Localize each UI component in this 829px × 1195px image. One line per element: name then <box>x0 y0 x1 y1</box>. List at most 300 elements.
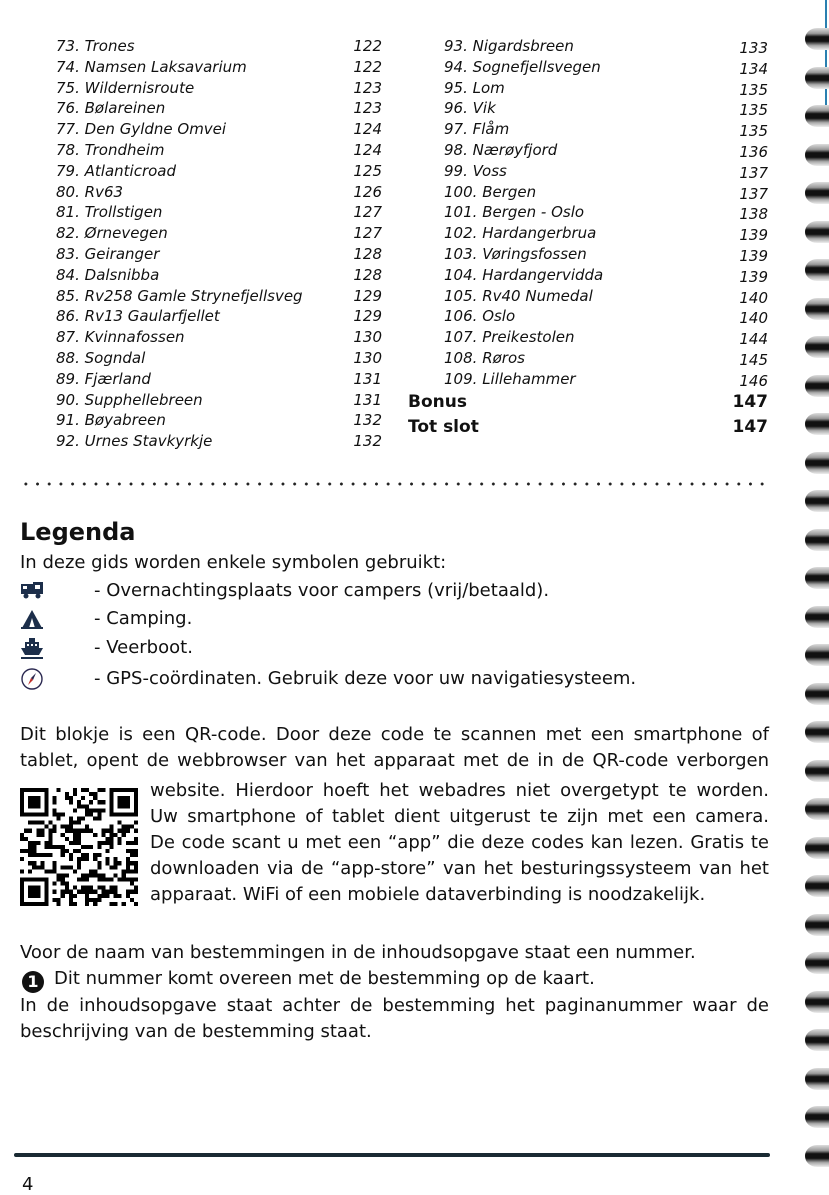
qr-module <box>93 890 97 894</box>
toc-page: 140 <box>739 288 768 307</box>
toc-page: 134 <box>739 59 768 78</box>
toc-number: 99. <box>444 161 468 180</box>
qr-module <box>105 849 109 853</box>
toc-title: Oslo <box>482 307 516 326</box>
qr-module <box>65 873 69 877</box>
qr-module <box>105 861 109 865</box>
qr-module <box>81 816 85 820</box>
qr-module <box>85 812 89 816</box>
binding-ring <box>805 837 829 859</box>
qr-module <box>65 865 69 869</box>
qr-module <box>40 861 44 865</box>
toc-page: 131 <box>353 390 382 409</box>
qr-module <box>73 841 77 845</box>
toc-right-column <box>408 36 770 440</box>
toc-entry <box>56 266 159 284</box>
qr-module <box>114 890 118 894</box>
qr-module <box>28 853 32 857</box>
qr-module <box>93 792 97 796</box>
binding-ring <box>805 875 829 897</box>
numbering-paragraph <box>20 940 769 1045</box>
binding-ring <box>805 490 829 512</box>
qr-module <box>85 902 89 906</box>
qr-module <box>85 853 89 857</box>
toc-page: 125 <box>353 161 382 180</box>
qr-module <box>134 841 138 845</box>
toc-entry <box>408 307 515 325</box>
qr-module <box>105 878 109 882</box>
toc-page: 128 <box>353 265 382 284</box>
qr-module <box>93 816 97 820</box>
toc-entry <box>56 37 135 55</box>
qr-module <box>93 898 97 902</box>
toc-title: Trones <box>84 37 135 55</box>
binding-ring <box>805 991 829 1013</box>
qr-module <box>89 792 93 796</box>
toc-title: Namsen Laksavarium <box>84 57 247 76</box>
qr-module <box>61 812 65 816</box>
toc-title: Geiranger <box>84 244 160 263</box>
toc-entry <box>56 370 151 388</box>
binding-ring <box>805 644 829 666</box>
toc-entry <box>408 141 557 159</box>
qr-module <box>93 853 97 857</box>
binding-ring <box>805 952 829 974</box>
qr-module <box>105 841 109 845</box>
qr-module <box>97 878 101 882</box>
toc-row <box>56 119 386 140</box>
toc-entry <box>56 411 166 429</box>
qr-module <box>40 833 44 837</box>
toc-page: 136 <box>739 142 768 161</box>
toc-number: 102. <box>444 224 478 243</box>
toc-number: 91. <box>56 411 80 430</box>
toc-row <box>408 327 770 348</box>
qr-module <box>114 894 118 898</box>
toc-title: Dalsnibba <box>84 265 160 284</box>
toc-row <box>408 182 770 203</box>
toc-number: 80. <box>56 182 80 201</box>
qr-module <box>53 865 57 869</box>
qr-module <box>73 894 77 898</box>
qr-module <box>73 792 77 796</box>
qr-intro-line-1: Dit blokje is een QR-code. Door deze code te scannen met een smartphone of <box>20 724 769 745</box>
qr-module <box>36 865 40 869</box>
toc-row <box>408 306 770 327</box>
toc-row <box>56 327 386 348</box>
qr-module <box>97 800 101 804</box>
toc-row <box>408 78 770 99</box>
qr-module <box>85 804 89 808</box>
toc-entry <box>56 287 303 305</box>
qr-module <box>101 841 105 845</box>
qr-module <box>118 837 122 841</box>
qr-module <box>110 829 114 833</box>
numbering-line-2 <box>20 966 769 993</box>
qr-module <box>114 902 118 906</box>
toc-page: 124 <box>353 140 382 159</box>
qr-module <box>65 837 69 841</box>
toc-number: 103. <box>444 244 478 263</box>
qr-module <box>24 837 28 841</box>
toc-number: 79. <box>56 161 80 180</box>
toc-row <box>408 265 770 286</box>
qr-module <box>126 865 130 869</box>
qr-module <box>122 873 126 877</box>
qr-module <box>73 886 77 890</box>
toc-title: Vik <box>472 99 496 118</box>
qr-module <box>110 890 114 894</box>
toc-page: 126 <box>353 182 382 201</box>
binding-ring <box>805 221 829 243</box>
qr-module <box>69 857 73 861</box>
spiral-binding <box>797 0 829 1189</box>
qr-module <box>101 886 105 890</box>
qr-module <box>93 833 97 837</box>
toc-number: 100. <box>444 182 478 201</box>
qr-module <box>44 841 48 845</box>
toc-row <box>408 223 770 244</box>
qr-module <box>110 902 114 906</box>
toc-page: 135 <box>739 122 768 141</box>
qr-module <box>20 857 24 861</box>
toc-page: 132 <box>353 411 382 430</box>
legend-text-compass: - GPS-coördinaten. Gebruik deze voor uw navigatiesysteem. <box>94 668 637 689</box>
toc-bonus-row <box>408 390 770 415</box>
qr-module <box>97 788 101 792</box>
qr-code-image <box>20 788 138 906</box>
qr-module <box>85 890 89 894</box>
qr-module <box>24 829 28 833</box>
qr-module <box>65 796 69 800</box>
toc-title: Røros <box>482 348 525 367</box>
toc-page: 130 <box>353 328 382 347</box>
toc-entry <box>56 203 162 221</box>
toc-entry <box>56 349 145 367</box>
qr-module <box>122 825 126 829</box>
qr-module <box>85 886 89 890</box>
qr-module <box>20 837 24 841</box>
qr-module <box>53 845 57 849</box>
toc-bonus-label: Bonus <box>408 391 467 412</box>
toc-closing-row <box>408 415 770 440</box>
toc-entry <box>408 58 601 76</box>
qr-module <box>32 845 36 849</box>
legend-text-camper: - Overnachtingsplaats voor campers (vrij/betaald). <box>94 580 550 601</box>
toc-title: Urnes Stavkyrkje <box>84 432 213 451</box>
toc-title: Supphellebreen <box>84 390 203 409</box>
qr-module <box>65 882 69 886</box>
qr-module <box>53 882 57 886</box>
qr-module <box>105 837 109 841</box>
qr-module <box>69 829 73 833</box>
toc-row <box>408 119 770 140</box>
toc-entry <box>56 141 165 159</box>
toc-number: 104. <box>444 265 478 284</box>
qr-module <box>114 857 118 861</box>
toc-row <box>56 140 386 161</box>
qr-module <box>32 861 36 865</box>
qr-module <box>53 869 57 873</box>
toc-title: Rv13 Gaularfjellet <box>84 307 220 326</box>
toc-number: 76. <box>56 99 80 118</box>
qr-module <box>65 829 69 833</box>
qr-module <box>110 878 114 882</box>
qr-module <box>48 821 52 825</box>
toc-title: Rv63 <box>84 182 124 201</box>
qr-module <box>28 821 32 825</box>
toc-row <box>56 57 386 78</box>
toc-page: 129 <box>353 286 382 305</box>
qr-module <box>122 902 126 906</box>
toc-page: 146 <box>739 371 768 390</box>
qr-module <box>65 825 69 829</box>
qr-module <box>118 861 122 865</box>
qr-module <box>53 800 57 804</box>
qr-module <box>28 869 32 873</box>
toc-number: 109. <box>444 369 478 388</box>
qr-module <box>48 869 52 873</box>
qr-module <box>77 800 81 804</box>
toc-row <box>56 202 386 223</box>
toc-number: 86. <box>56 307 80 326</box>
toc-number: 106. <box>444 307 478 326</box>
qr-module <box>44 869 48 873</box>
qr-module <box>77 833 81 837</box>
qr-module <box>61 853 65 857</box>
binding-ring <box>805 529 829 551</box>
qr-module <box>53 825 57 829</box>
qr-module <box>89 898 93 902</box>
toc-title: Nærøyfjord <box>472 140 558 159</box>
qr-module <box>101 833 105 837</box>
qr-module <box>77 857 81 861</box>
toc-row <box>56 98 386 119</box>
qr-module <box>89 800 93 804</box>
binding-ring <box>805 1029 829 1051</box>
toc-bonus-page: 147 <box>732 391 768 412</box>
qr-module <box>101 878 105 882</box>
qr-module <box>110 865 114 869</box>
qr-module <box>134 837 138 841</box>
toc-entry <box>408 349 525 367</box>
qr-intro-line-2: tablet, opent de webbrowser van het apparaat met de in de QR-code verborgen <box>20 750 769 771</box>
qr-module <box>81 886 85 890</box>
toc-title: Kvinnafossen <box>84 328 185 347</box>
qr-module <box>122 869 126 873</box>
toc-title: Den Gyldne Omvei <box>84 120 227 139</box>
toc-title: Flåm <box>472 120 510 139</box>
qr-module <box>65 890 69 894</box>
qr-module <box>48 829 52 833</box>
toc-number: 75. <box>56 78 80 97</box>
toc-row <box>56 161 386 182</box>
binding-ring <box>805 144 829 166</box>
qr-module <box>73 902 77 906</box>
toc-page: 144 <box>739 330 768 349</box>
qr-module <box>69 825 73 829</box>
legend-intro: In deze gids worden enkele symbolen gebruikt: <box>20 552 447 573</box>
qr-module <box>69 898 73 902</box>
toc-entry <box>56 183 123 201</box>
qr-description <box>150 778 769 908</box>
toc-entry <box>408 245 587 263</box>
qr-module <box>97 841 101 845</box>
qr-module <box>126 878 130 882</box>
qr-module <box>53 808 57 812</box>
qr-module <box>57 845 61 849</box>
toc-entry <box>408 328 575 346</box>
toc-row <box>56 390 386 411</box>
qr-module <box>114 833 118 837</box>
qr-module <box>93 873 97 877</box>
toc-number: 101. <box>444 203 478 222</box>
qr-module <box>69 841 73 845</box>
qr-module <box>81 845 85 849</box>
toc-entry <box>56 307 220 325</box>
toc-entry <box>408 370 576 388</box>
qr-module <box>97 808 101 812</box>
qr-module <box>130 869 134 873</box>
qr-module <box>85 873 89 877</box>
toc-number: 107. <box>444 328 478 347</box>
toc-entry <box>408 79 505 97</box>
qr-module <box>28 849 32 853</box>
toc-number: 105. <box>444 286 478 305</box>
toc-number: 93. <box>444 37 468 55</box>
qr-module <box>97 816 101 820</box>
toc-number: 85. <box>56 286 80 305</box>
qr-module <box>130 853 134 857</box>
qr-module <box>85 845 89 849</box>
qr-module <box>105 890 109 894</box>
toc-number: 84. <box>56 265 80 284</box>
qr-module <box>69 894 73 898</box>
toc-number: 81. <box>56 203 80 222</box>
qr-module <box>89 869 93 873</box>
toc-row <box>56 223 386 244</box>
legend-text-ferry: - Veerboot. <box>94 637 193 658</box>
toc-number: 97. <box>444 120 468 139</box>
qr-module <box>97 894 101 898</box>
toc-entry <box>56 245 159 263</box>
qr-module <box>130 841 134 845</box>
toc-row <box>408 36 770 57</box>
qr-module <box>126 861 130 865</box>
toc-page: 123 <box>353 99 382 118</box>
qr-module <box>69 800 73 804</box>
qr-module <box>48 853 52 857</box>
qr-module <box>134 861 138 865</box>
qr-module <box>44 845 48 849</box>
binding-ring <box>805 452 829 474</box>
qr-module <box>57 902 61 906</box>
toc-number: 98. <box>444 140 468 159</box>
binding-ring <box>805 182 829 204</box>
toc-page: 122 <box>353 37 382 55</box>
toc-entry <box>408 183 536 201</box>
toc-row <box>408 98 770 119</box>
qr-module <box>130 890 134 894</box>
qr-module <box>28 886 40 898</box>
qr-module <box>126 894 130 898</box>
qr-module <box>81 853 85 857</box>
binding-ring <box>805 298 829 320</box>
qr-module <box>44 853 48 857</box>
qr-line-5: apparaat. WiFi of een mobiele dataverbinding is noodzakelijk. <box>150 884 706 905</box>
qr-module <box>110 845 114 849</box>
binding-ring <box>805 67 829 89</box>
binding-ring <box>805 1145 829 1167</box>
toc-title: Atlanticroad <box>84 161 177 180</box>
qr-module <box>61 825 65 829</box>
toc-number: 73. <box>56 37 80 55</box>
qr-module <box>48 837 52 841</box>
toc-page: 135 <box>739 101 768 120</box>
binding-ring <box>805 105 829 127</box>
binding-ring <box>805 28 829 50</box>
qr-module <box>134 821 138 825</box>
qr-module <box>134 869 138 873</box>
toc-title: Bøyabreen <box>84 411 166 430</box>
toc-page: 139 <box>739 267 768 286</box>
toc-entry <box>56 432 212 450</box>
toc-title: Bergen - Oslo <box>482 203 585 222</box>
qr-module <box>97 861 101 865</box>
tent-icon <box>20 607 44 631</box>
qr-module <box>89 829 93 833</box>
qr-module <box>69 796 73 800</box>
toc-page: 129 <box>353 307 382 326</box>
qr-module <box>89 886 93 890</box>
toc-entry <box>408 120 509 138</box>
numbering-line-1: Voor de naam van bestemmingen in de inhoudsopgave staat een nummer. <box>20 942 696 963</box>
toc-page: 123 <box>353 78 382 97</box>
toc-row <box>56 286 386 307</box>
qr-module <box>101 894 105 898</box>
qr-module <box>122 829 126 833</box>
toc-entry <box>408 203 584 221</box>
toc-row <box>56 348 386 369</box>
toc-row <box>408 369 770 390</box>
toc-title: Sognefjellsvegen <box>472 57 601 76</box>
qr-module <box>40 865 44 869</box>
toc-closing-page: 147 <box>732 416 768 437</box>
footer-rule <box>14 1153 770 1157</box>
qr-module <box>134 890 138 894</box>
toc-title: Fjærland <box>84 369 151 388</box>
toc-number: 87. <box>56 328 80 347</box>
qr-module <box>28 829 32 833</box>
qr-module <box>134 902 138 906</box>
qr-module <box>20 833 24 837</box>
toc-closing-label: Tot slot <box>408 416 479 437</box>
qr-module <box>77 829 81 833</box>
toc-row <box>408 57 770 78</box>
qr-module <box>32 865 36 869</box>
toc-page: 128 <box>353 244 382 263</box>
qr-module <box>118 878 122 882</box>
qr-module <box>65 886 69 890</box>
qr-module <box>130 861 134 865</box>
qr-module <box>61 849 65 853</box>
qr-module <box>73 837 77 841</box>
qr-module <box>134 865 138 869</box>
qr-line-3: De code scant u met een “app” die deze codes kan lezen. Gratis te <box>150 832 769 853</box>
qr-module <box>77 804 81 808</box>
compass-icon <box>20 667 44 691</box>
toc-title: Rv40 Numedal <box>482 286 593 305</box>
